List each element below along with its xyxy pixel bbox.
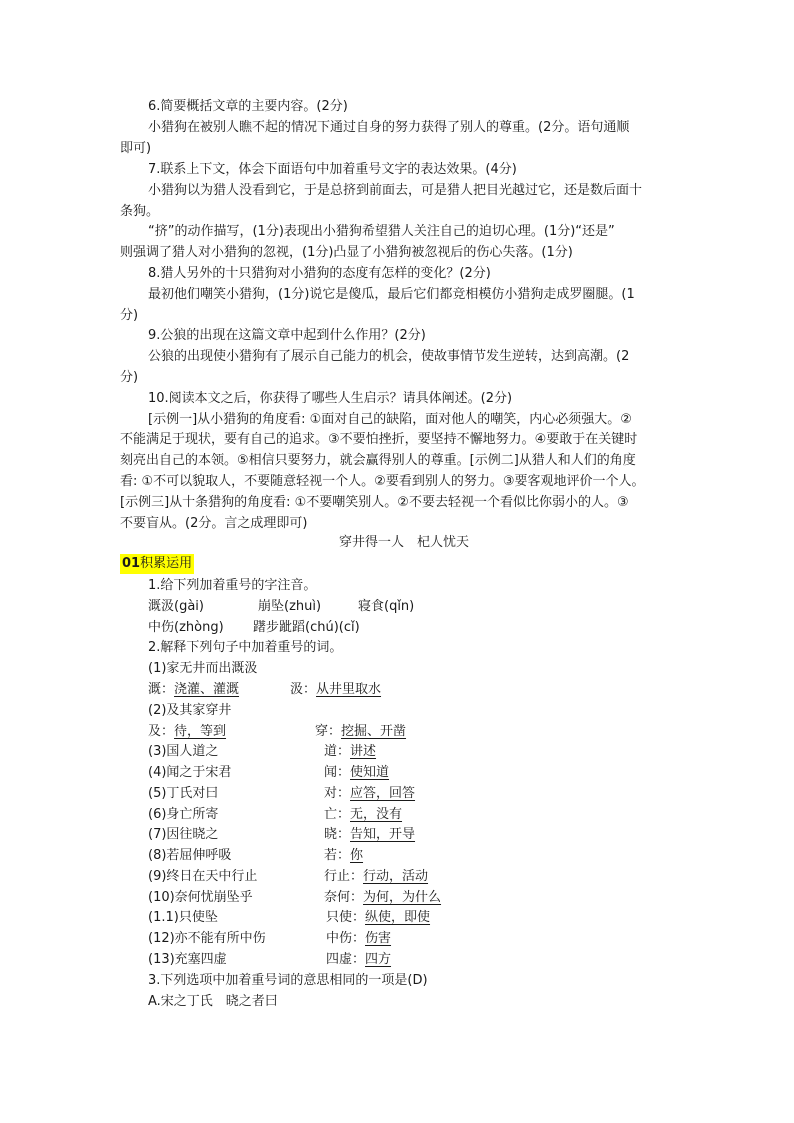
word: 若： bbox=[324, 848, 351, 863]
sentence: (10)奈何忧崩坠乎 bbox=[148, 890, 253, 905]
meaning: 行动，活动 bbox=[363, 869, 429, 884]
meaning: 无，没有 bbox=[350, 807, 403, 822]
answer-10-line-3: 刻亮出自己的本领。⑤相信只要努力，就会赢得别人的尊重。[示例二]从猎人和人们的角度 bbox=[120, 453, 636, 468]
sentence: (9)终日在天中行止 bbox=[148, 869, 258, 884]
word: 晓： bbox=[324, 827, 351, 842]
question-6: 6.简要概括文章的主要内容。(2分) bbox=[148, 99, 348, 114]
word: 对： bbox=[324, 786, 351, 801]
answer-10-line-6: 不要盲从。(2分。言之成理即可) bbox=[120, 516, 308, 531]
answer-10-line-4: 看: ①不可以貌取人，不要随意轻视一个人。②要看到别人的努力。③要客观地评价一个人。 bbox=[120, 474, 645, 489]
answer-9-line-2: 分) bbox=[120, 370, 139, 385]
word: 亡： bbox=[324, 807, 351, 822]
question-7: 7.联系上下文，体会下面语句中加着重号文字的表达效果。(4分) bbox=[148, 162, 517, 177]
sentence: (1.1)只使坠 bbox=[148, 910, 218, 925]
answer-6-line-2: 即可) bbox=[120, 141, 152, 156]
sentence: (4)闻之于宋君 bbox=[148, 765, 232, 780]
answer-6-line-1: 小猎狗在被别人瞧不起的情况下通过自身的努力获得了别人的尊重。(2分。语句通顺 bbox=[148, 120, 630, 135]
word: 及： bbox=[148, 724, 175, 739]
word: 穿： bbox=[315, 724, 342, 739]
pinyin-item: 溉汲(gài) bbox=[148, 599, 204, 614]
meaning: 应答，回答 bbox=[350, 786, 416, 801]
meaning: 伤害 bbox=[365, 931, 392, 946]
answer-8-line-2: 分) bbox=[120, 308, 139, 323]
word: 闻： bbox=[324, 765, 351, 780]
meaning: 四方 bbox=[365, 952, 392, 967]
sentence: (8)若屈伸呼吸 bbox=[148, 848, 232, 863]
word: 汲： bbox=[290, 682, 317, 697]
answer-7-line-2: 则强调了猎人对小猎狗的忽视，(1分)凸显了小猎狗被忽视后的伤心失落。(1分) bbox=[120, 245, 573, 260]
definition bbox=[324, 742, 376, 762]
sentence: (3)国人道之 bbox=[148, 744, 219, 759]
definition bbox=[148, 680, 239, 700]
meaning: 告知，开导 bbox=[350, 827, 416, 842]
answer-10-line-2: 不能满足于现状，要有自己的追求。③不要怕挫折，要坚持不懈地努力。④要敢于在关键时 bbox=[120, 432, 638, 447]
word: 溉： bbox=[148, 682, 175, 697]
pinyin-item: 中伤(zhòng) bbox=[148, 620, 224, 635]
question-9: 9.公狼的出现在这篇文章中起到什么作用？(2分) bbox=[148, 328, 426, 343]
pinyin-item: 寝食(qǐn) bbox=[358, 599, 415, 614]
section-number: 01 bbox=[122, 556, 141, 571]
answer-10-line-1: [示例一]从小猎狗的角度看: ①面对自己的缺陷，面对他人的嘲笑，内心必须强大。② bbox=[148, 412, 632, 427]
question-10: 10.阅读本文之后，你获得了哪些人生启示？请具体阐述。(2分) bbox=[148, 391, 513, 406]
answer-10-line-5: [示例三]从十条猎狗的角度看: ①不要嘲笑别人。②不要去轻视一个看似比你弱小的人。③ bbox=[120, 495, 629, 510]
exercise-3-question: 3.下列选项中加着重号词的意思相同的一项是(D) bbox=[148, 973, 428, 988]
meaning: 从井里取水 bbox=[316, 682, 382, 697]
exercise-1-question: 1.给下列加着重号的字注音。 bbox=[148, 578, 317, 593]
definition bbox=[315, 722, 406, 742]
exercise-2-question: 2.解释下列句子中加着重号的词。 bbox=[148, 640, 343, 655]
definition bbox=[290, 680, 381, 700]
word: 道： bbox=[324, 744, 351, 759]
answer-7-line-1: “挤”的动作描写，(1分)表现出小猎狗希望猎人关注自己的迫切心理。(1分)“还是” bbox=[148, 224, 615, 239]
sentence: (2)及其家穿井 bbox=[148, 703, 232, 718]
sentence: (12)亦不能有所中伤 bbox=[148, 931, 266, 946]
definition bbox=[324, 825, 415, 845]
sentence: (6)身亡所寄 bbox=[148, 807, 219, 822]
quote-7-line-2: 条狗。 bbox=[120, 204, 160, 219]
meaning: 待，等到 bbox=[174, 724, 227, 739]
section-label: 积累运用 bbox=[140, 556, 193, 571]
definition bbox=[324, 805, 402, 825]
question-8: 8.猎人另外的十只猎狗对小猎狗的态度有怎样的变化？(2分) bbox=[148, 266, 491, 281]
answer-8-line-1: 最初他们嘲笑小猎狗，(1分)说它是傻瓜，最后它们都竞相模仿小猎狗走成罗圈腿。(1 bbox=[148, 287, 635, 302]
meaning: 挖掘、开凿 bbox=[341, 724, 407, 739]
definition bbox=[326, 929, 391, 949]
lesson-title: 穿井得一人 杞人忧天 bbox=[339, 535, 470, 550]
definition bbox=[324, 846, 363, 866]
pinyin-item: 崩坠(zhuì) bbox=[258, 599, 322, 614]
definition bbox=[324, 867, 428, 887]
pinyin-item: 躇步跐蹈(chú)(cǐ) bbox=[253, 620, 360, 635]
sentence: (5)丁氏对曰 bbox=[148, 786, 219, 801]
sentence: (1)家无井而出溉汲 bbox=[148, 661, 258, 676]
option-a: A.宋之丁氏 晓之者曰 bbox=[148, 994, 278, 1009]
meaning: 为何，为什么 bbox=[363, 890, 442, 905]
meaning: 使知道 bbox=[350, 765, 390, 780]
meaning: 纵使，即使 bbox=[365, 910, 431, 925]
definition bbox=[148, 722, 226, 742]
section-header bbox=[120, 554, 194, 574]
meaning: 讲述 bbox=[350, 744, 377, 759]
answer-9-line-1: 公狼的出现使小猎狗有了展示自己能力的机会，使故事情节发生逆转，达到高潮。(2 bbox=[148, 349, 630, 364]
sentence: (13)充塞四虚 bbox=[148, 952, 227, 967]
definition bbox=[324, 784, 415, 804]
definition bbox=[324, 888, 441, 908]
meaning: 你 bbox=[350, 848, 364, 863]
word: 四虚： bbox=[326, 952, 366, 967]
definition bbox=[326, 950, 391, 970]
word: 奈何： bbox=[324, 890, 364, 905]
word: 只使： bbox=[326, 910, 366, 925]
meaning: 浇灌、灌溉 bbox=[174, 682, 240, 697]
word: 中伤： bbox=[326, 931, 366, 946]
sentence: (7)因往晓之 bbox=[148, 827, 219, 842]
definition bbox=[324, 763, 389, 783]
quote-7-line-1: 小猎狗以为猎人没看到它，于是总挤到前面去，可是猎人把目光越过它，还是数后面十 bbox=[148, 183, 643, 198]
word: 行止： bbox=[324, 869, 364, 884]
definition bbox=[326, 908, 430, 928]
